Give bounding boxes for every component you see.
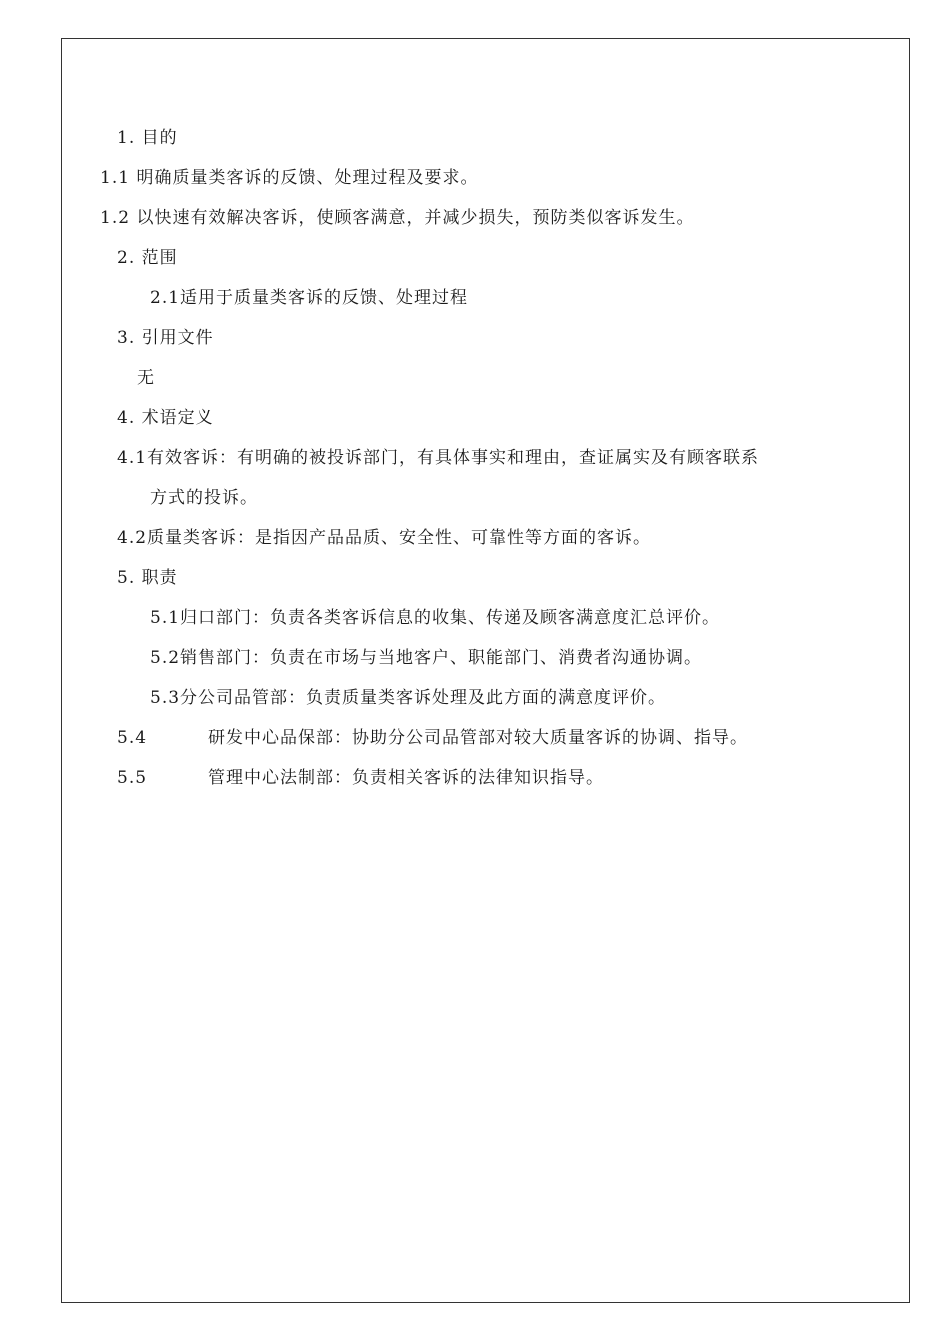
section-5-5-text: 管理中心法制部：负责相关客诉的法律知识指导。 [208, 768, 604, 788]
section-5-title: 5. 职责 [117, 568, 178, 588]
section-5-5 [117, 766, 604, 790]
section-2-1: 2.1适用于质量类客诉的反馈、处理过程 [150, 288, 469, 308]
section-1-1: 1.1 明确质量类客诉的反馈、处理过程及要求。 [100, 168, 479, 188]
section-2-title: 2. 范围 [117, 248, 178, 268]
section-5-1: 5.1归口部门：负责各类客诉信息的收集、传递及顾客满意度汇总评价。 [150, 608, 721, 628]
section-3-body: 无 [137, 368, 155, 388]
section-5-3: 5.3分公司品管部：负责质量类客诉处理及此方面的满意度评价。 [150, 688, 667, 708]
section-4-1-line-1: 4.1有效客诉：有明确的被投诉部门，有具体事实和理由，查证属实及有顾客联系 [117, 448, 760, 468]
section-5-5-number: 5.5 [117, 768, 148, 788]
section-5-4-number: 5.4 [117, 728, 148, 748]
section-4-title: 4. 术语定义 [117, 408, 214, 428]
section-5-2: 5.2销售部门：负责在市场与当地客户、职能部门、消费者沟通协调。 [150, 648, 703, 668]
section-3-title: 3. 引用文件 [117, 328, 214, 348]
section-4-2: 4.2质量类客诉：是指因产品品质、安全性、可靠性等方面的客诉。 [117, 528, 652, 548]
section-5-4-text: 研发中心品保部：协助分公司品管部对较大质量客诉的协调、指导。 [208, 728, 748, 748]
section-1-2: 1.2 以快速有效解决客诉，使顾客满意，并减少损失，预防类似客诉发生。 [100, 208, 695, 228]
section-4-1-line-2: 方式的投诉。 [150, 488, 258, 508]
section-1-title: 1. 目的 [117, 128, 178, 148]
section-5-4 [117, 726, 748, 750]
